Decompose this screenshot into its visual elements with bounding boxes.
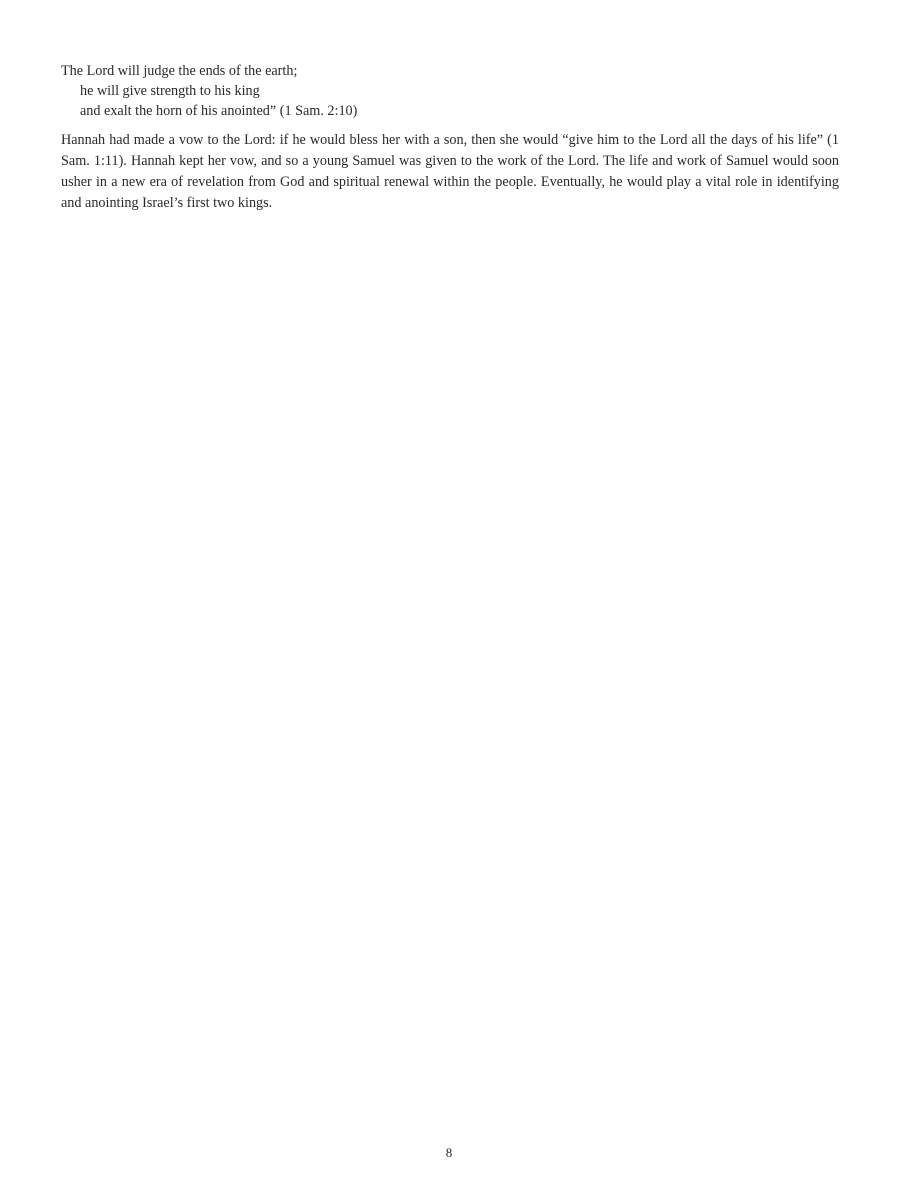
quote-line: he will give strength to his king xyxy=(80,83,260,99)
page-number: 8 xyxy=(445,1145,453,1160)
scripture-quote xyxy=(61,61,841,121)
quote-line: and exalt the horn of his anointed” (1 Sam. 2:10) xyxy=(80,103,358,119)
quote-line: The Lord will judge the ends of the earth; xyxy=(61,63,298,79)
body-paragraph: Hannah had made a vow to the Lord: if he would bless her with a son, then she would “give him to the Lord all the days of his life” (1 Sam. 1:11). Hannah kept her vow, and so a young Samuel was given to the work of the Lord. The life and work of Samuel would soon usher in a new era of revelation from God and spiritual renewal within the people. Eventually, he would play a vital role in identifying and anointing Israel’s first two kings. xyxy=(61,132,839,211)
